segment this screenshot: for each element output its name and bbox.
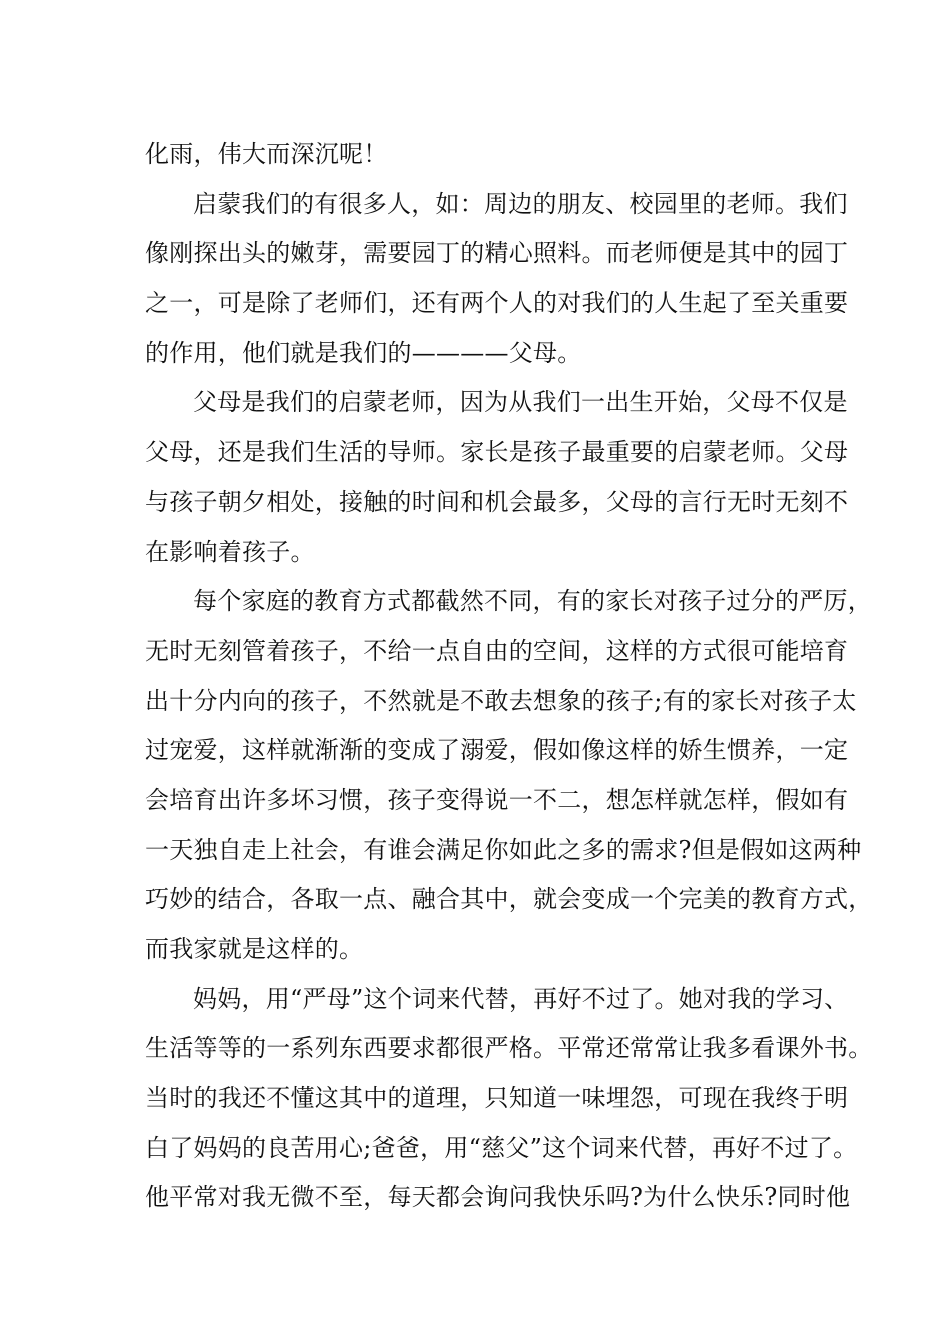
text-line-11: 无时无刻管着孩子，不给一点自由的空间，这样的方式很可能培育 <box>145 636 849 665</box>
text-line-22: 他平常对我无微不至，每天都会询问我快乐吗?为什么快乐?同时他 <box>145 1183 851 1212</box>
text-line-20: 当时的我还不懂这其中的道理，只知道一味埋怨，可现在我终于明 <box>145 1084 849 1113</box>
text-line-12: 出十分内向的孩子，不然就是不敢去想象的孩子;有的家长对孩子太 <box>145 686 857 715</box>
paragraph-start-line: 父母是我们的启蒙老师，因为从我们一出生开始，父母不仅是 <box>193 388 848 417</box>
text-line-9: 在影响着孩子。 <box>145 537 315 566</box>
text-line-5: 的作用，他们就是我们的————父母。 <box>145 338 582 367</box>
essay-body <box>145 130 873 1223</box>
text-line-4: 之一，可是除了老师们，还有两个人的对我们的人生起了至关重要 <box>145 289 849 318</box>
text-line-17: 而我家就是这样的。 <box>145 935 364 963</box>
text-line-16: 巧妙的结合，各取一点、融合其中，就会变成一个完美的教育方式， <box>145 885 873 914</box>
text-line-14: 会培育出许多坏习惯，孩子变得说一不二，想怎样就怎样，假如有 <box>145 785 849 814</box>
text-line-7: 父母，还是我们生活的导师。家长是孩子最重要的启蒙老师。父母 <box>145 438 849 467</box>
paragraph-start-line: 启蒙我们的有很多人，如：周边的朋友、校园里的老师。我们 <box>193 189 848 218</box>
paragraph-start-line: 妈妈，用“严母”这个词来代替，再好不过了。她对我的学习、 <box>193 984 849 1013</box>
text-line-13: 过宠爱，这样就渐渐的变成了溺爱，假如像这样的娇生惯养，一定 <box>145 736 849 765</box>
text-line-15: 一天独自走上社会，有谁会满足你如此之多的需求?但是假如这两种 <box>145 835 862 864</box>
text-line-21: 白了妈妈的良苦用心;爸爸，用“慈父”这个词来代替，再好不过了。 <box>145 1133 858 1162</box>
text-line-1: 化雨，伟大而深沉呢！ <box>145 140 388 168</box>
text-line-19: 生活等等的一系列东西要求都很严格。平常还常常让我多看课外书。 <box>145 1034 873 1063</box>
text-line-3: 像刚探出头的嫩芽，需要园丁的精心照料。而老师便是其中的园丁 <box>145 239 849 268</box>
text-line-8: 与孩子朝夕相处，接触的时间和机会最多，父母的言行无时无刻不 <box>145 487 849 516</box>
paragraph-start-line: 每个家庭的教育方式都截然不同，有的家长对孩子过分的严厉， <box>193 587 872 616</box>
